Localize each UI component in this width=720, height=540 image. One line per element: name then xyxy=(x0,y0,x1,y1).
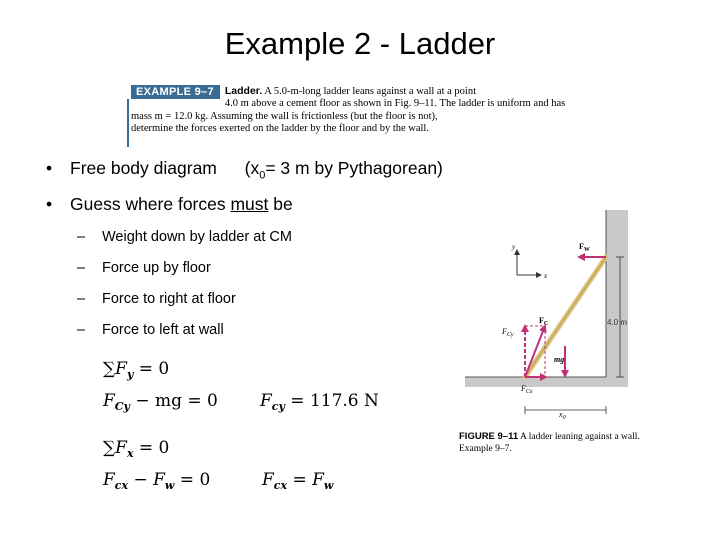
sub-item-text: Weight down by ladder at CM xyxy=(102,229,292,245)
bullet-text xyxy=(70,157,443,187)
equation-fcy-value xyxy=(260,391,379,413)
eq-sub: y xyxy=(126,368,134,381)
height-label: 4.0 m xyxy=(607,318,628,327)
eq-f: F xyxy=(103,470,115,490)
example-badge: EXAMPLE 9–7 xyxy=(131,85,220,99)
slide-title: Example 2 - Ladder xyxy=(224,26,496,61)
eq-f: F xyxy=(260,391,272,411)
eq-sub: Cy xyxy=(114,400,130,413)
eq-sub: x xyxy=(126,447,134,460)
sub-item-text: Force to right at floor xyxy=(102,291,236,307)
eq-f: F xyxy=(115,359,127,379)
sub-dash: – xyxy=(77,260,86,276)
bullet-dot: • xyxy=(46,194,53,214)
eq-f: F xyxy=(115,438,127,458)
fw-label: $F_W$ xyxy=(579,242,590,253)
sub-dash: – xyxy=(77,322,86,338)
eq-rest: = 0 xyxy=(133,438,170,458)
bullet-guess-must: must xyxy=(230,194,269,214)
example-line-2: 4.0 m above a cement floor as shown in Fig. 9–11. The ladder is uniform and has xyxy=(224,98,566,110)
equation-fcy-mg xyxy=(103,391,218,413)
example-line-3: mass m = 12.0 kg. Assuming the wall is frictionless (but the floor is not), xyxy=(131,110,438,122)
eq-mid: − xyxy=(128,470,154,490)
equation-fcx-fw xyxy=(103,470,210,492)
example-box xyxy=(127,85,567,147)
bullet-dot: • xyxy=(46,158,53,178)
eq-mid: = xyxy=(287,470,313,490)
caption-text: A ladder leaning against a wall. Example 9–7. xyxy=(459,432,640,454)
eq-f: F xyxy=(153,470,165,490)
eq-sub: w xyxy=(164,479,175,492)
mg-label: mg xyxy=(554,355,565,364)
equation-fcx-equals-fw xyxy=(262,470,333,492)
bullet-x0-sub: 0 xyxy=(259,169,266,182)
bullet-guess-pre: Guess where forces xyxy=(70,194,231,214)
floor xyxy=(465,377,628,387)
figure-caption xyxy=(459,431,659,455)
fc-label: $F_C$ xyxy=(539,316,549,327)
example-accent-bar xyxy=(127,99,129,147)
example-name: Ladder. xyxy=(224,85,263,97)
eq-rest: = 0 xyxy=(133,359,170,379)
eq-f: F xyxy=(262,470,274,490)
bullet-text xyxy=(70,193,293,215)
fcy-label: $F_{Cy}$ xyxy=(502,327,514,338)
sub-dash: – xyxy=(77,291,86,307)
example-line-4: determine the forces exerted on the ladder by the floor and by the wall. xyxy=(131,123,429,135)
x0-label: $x_0$ xyxy=(559,410,566,421)
eq-f: F xyxy=(103,391,115,411)
example-text xyxy=(131,85,567,136)
bullet-free-body: Free body diagram xyxy=(70,158,217,178)
eq-sub: cx xyxy=(273,479,288,492)
eq-sub: cy xyxy=(271,400,285,413)
fcx-label: $F_{Cx}$ xyxy=(521,384,533,395)
sub-dash: – xyxy=(77,229,86,245)
sub-item-text: Force to left at wall xyxy=(102,322,224,338)
eq-rest: = 117.6 N xyxy=(284,391,379,411)
wall xyxy=(606,210,628,382)
eq-rest: = 0 xyxy=(174,470,211,490)
sum-symbol: ∑ xyxy=(103,438,116,458)
bullet-x0-post: = 3 m by Pythagorean) xyxy=(265,158,443,178)
example-line-1-text: A 5.0-m-long ladder leans against a wall at a point xyxy=(264,86,476,97)
example-line-1 xyxy=(131,85,567,98)
sum-symbol: ∑ xyxy=(103,359,116,379)
eq-rest: − mg = 0 xyxy=(129,391,218,411)
y-axis-label: y xyxy=(512,243,516,251)
caption-label: FIGURE 9–11 xyxy=(459,431,519,442)
eq-sub: w xyxy=(323,479,334,492)
eq-f: F xyxy=(312,470,324,490)
equation-sum-fy xyxy=(103,359,169,381)
bullet-guess-post: be xyxy=(268,194,293,214)
eq-sub: cx xyxy=(114,479,129,492)
x-axis-label: x xyxy=(544,272,548,280)
sub-item-text: Force up by floor xyxy=(102,260,211,276)
equation-sum-fx xyxy=(103,438,169,460)
ladder-diagram xyxy=(455,205,675,425)
bullet-x0-pre: (x xyxy=(244,158,260,178)
